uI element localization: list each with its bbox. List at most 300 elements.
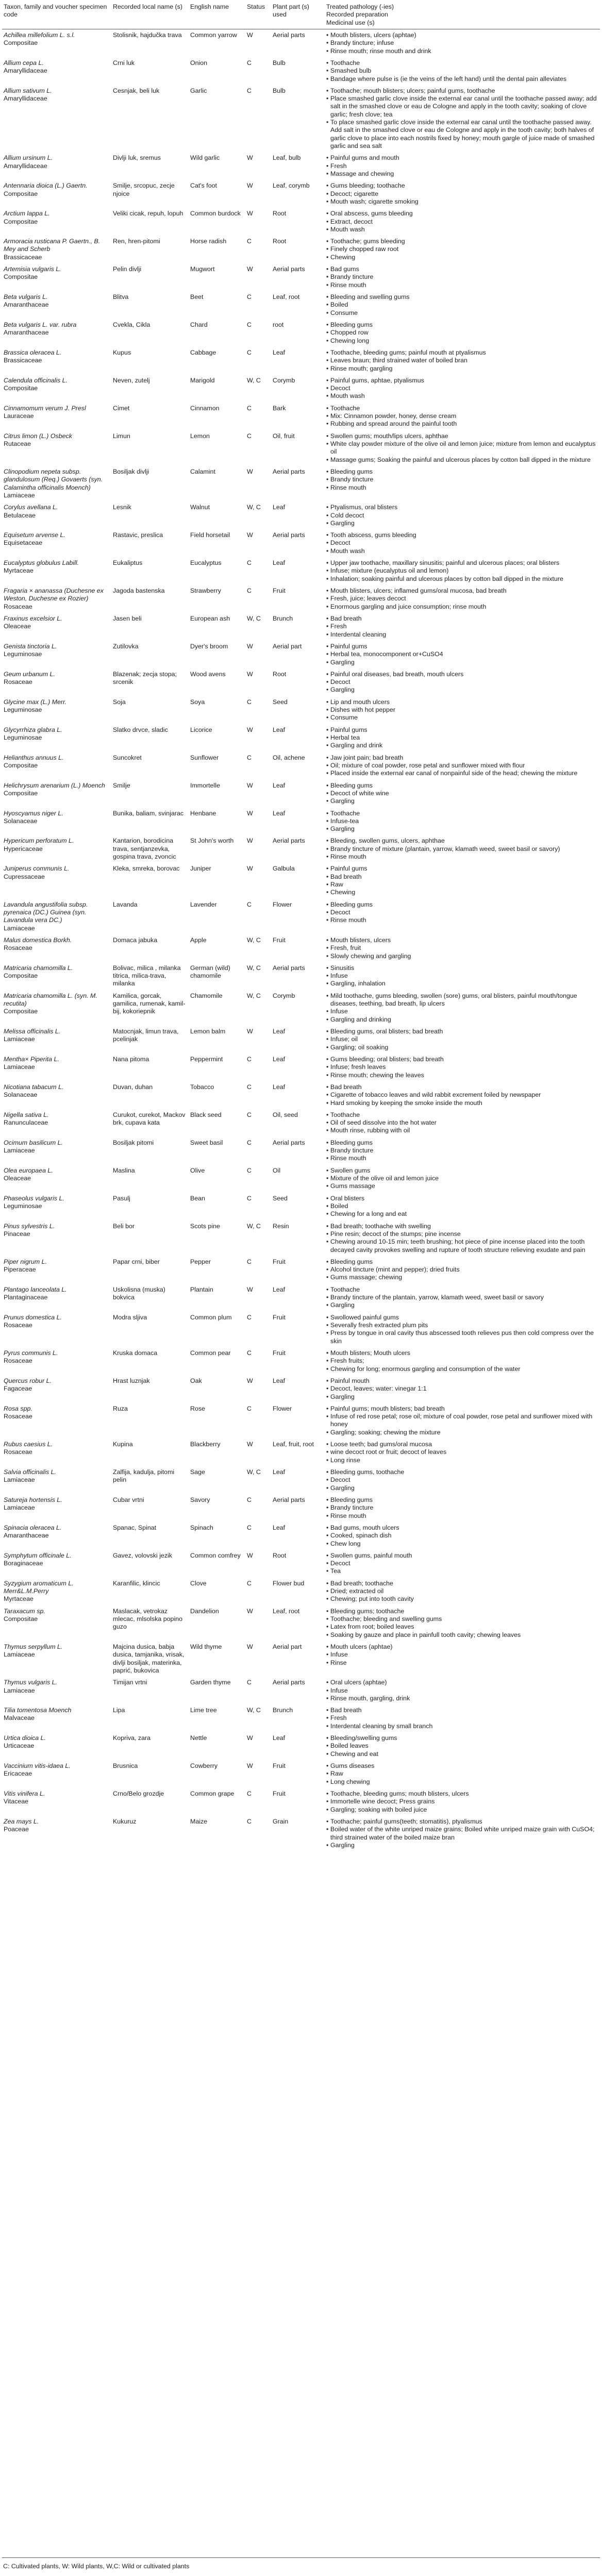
table-row [2,899,600,934]
english-name-cell [189,1704,245,1732]
cell-text: Lesnik [113,504,131,511]
pathology-item: • Chew long [326,1540,598,1548]
cell-text: Grain [273,1817,289,1825]
local-name-cell [111,990,189,1026]
cell-text: Rastavic, preslica [113,531,163,539]
cell-text: Lavanda [113,900,138,908]
cell-text: Garlic [190,87,207,94]
pathology-cell [325,641,600,668]
cell-text: Henbane [190,809,216,817]
pathology-item: • Bleeding gums [326,1496,598,1504]
pathology-cell [325,1026,600,1053]
taxon-name: Allium ursinum L. [4,154,53,162]
status-cell [245,29,271,57]
family-name: Fagaceae [4,1385,32,1393]
status-cell [245,1578,271,1605]
plant-part-cell [271,1641,325,1677]
taxon-name: Clinopodium nepeta subsp. glandulosum (Req.) Govaerts (syn. Calamintha officinalis Moench) [4,467,103,491]
family-name: Compositae [4,190,38,197]
taxon-name: Thymus vulgaris L. [4,1679,57,1686]
cell-text: Bean [190,1194,205,1202]
english-name-cell [189,375,245,403]
plant-part-cell [271,208,325,236]
pathology-item: • Gums diseases [326,1762,598,1770]
status-cell [245,347,271,375]
pathology-item: • Chewing for a long and eat [326,1210,598,1218]
english-name-cell [189,1081,245,1109]
pathology-cell [325,1165,600,1193]
cell-text: Brusnica [113,1762,138,1769]
cell-text: C [247,1349,252,1357]
pathology-item: • Chewing long [326,337,598,345]
cell-text: Common burdock [190,210,241,218]
cell-text: C [247,1524,252,1531]
table-row [2,1137,600,1165]
local-name-cell [111,1816,189,1851]
pathology-item: • Mouth blisters, ulcers [326,936,598,944]
local-name-cell [111,291,189,319]
pathology-item: • Rinse mouth [326,916,598,924]
pathology-item: • Bad breath; toothache with swelling [326,1223,598,1230]
pathology-cell [325,466,600,501]
cell-text: Root [273,210,287,218]
cell-text: Sunflower [190,754,219,761]
table-row [2,1732,600,1760]
table-row [2,180,600,208]
cell-text: W, C [247,936,261,944]
cell-text: Chard [190,321,208,328]
pathology-item: • Painful gums, aphtae, ptyalismus [326,377,598,384]
cell-text: European ash [190,614,230,622]
pathology-item: • Brandy tincture of the plantain, yarrow, klamath weed, sweet basil or savory [326,1294,598,1301]
english-name-cell [189,1256,245,1284]
pathology-item: • Bleeding gums [326,1139,598,1147]
status-cell [245,1494,271,1522]
family-name: Lamiaceae [4,1476,35,1484]
pathology-cell [325,1788,600,1816]
cell-text: Cesnjak, beli luk [113,87,160,94]
status-cell [245,1438,271,1466]
cell-text: Duvan, duhan [113,1083,153,1091]
plant-part-cell [271,1816,325,1851]
pathology-item: • Toothache, bleeding gums; mouth blisters, ulcers [326,1790,598,1798]
pathology-item: • Raw [326,1770,598,1778]
cell-text: Leaf [273,809,286,817]
english-name-cell [189,1284,245,1312]
family-name: Amaryllidaceae [4,67,47,75]
pathology-item: • Bad gums, mouth ulcers [326,1524,598,1532]
pathology-item: • Toothache; gums bleeding [326,238,598,245]
english-name-cell [189,1550,245,1578]
pathology-item: • Chewing; put into tooth cavity [326,1595,598,1603]
pathology-item: • Long chewing [326,1778,598,1786]
cell-text: C [247,1817,252,1825]
taxon-cell [2,1026,111,1053]
cell-text: W [247,1734,253,1742]
cell-text: Seed [273,698,288,706]
table-body [2,29,600,1851]
table-row [2,1641,600,1677]
plant-part-cell [271,1165,325,1193]
plant-part-cell [271,152,325,180]
pathology-item: • Extract, decoct [326,218,598,226]
status-cell [245,1256,271,1284]
pathology-item: • Brandy tincture; infuse [326,39,598,47]
family-name: Compositae [4,39,38,47]
local-name-cell [111,585,189,613]
plant-part-cell [271,85,325,153]
cell-text: Savory [190,1496,210,1503]
pathology-item: • Fresh, fruit [326,944,598,952]
taxon-name: Helichrysum arenarium (L.) Moench [4,781,105,789]
plant-part-cell [271,557,325,585]
cell-text: Leaf [273,1524,286,1531]
taxon-name: Mentha× Piperita L. [4,1055,59,1063]
plant-part-cell [271,668,325,696]
local-name-cell [111,1026,189,1053]
pathology-item: • Placed inside the external ear canal of nonpainful side of the head; chewing the mixture [326,770,598,777]
english-name-cell [189,347,245,375]
cell-text: Leaf [273,348,286,356]
plant-part-cell [271,1220,325,1256]
cell-text: Spinach [190,1524,213,1531]
family-name: Ericaceae [4,1770,32,1778]
taxon-name: Rosa spp. [4,1404,32,1412]
pathology-item: • Gargling [326,825,598,833]
family-name: Lauraceae [4,412,34,420]
cell-text: Blazenak; zecja stopa; srcenik [113,670,177,686]
cell-text: Fruit [273,1762,286,1769]
english-name-cell [189,1137,245,1165]
plant-part-cell [271,835,325,863]
cell-text: Cubar vrtni [113,1496,144,1503]
pathology-item: • Gargling [326,797,598,805]
taxon-name: Tilia tomentosa Moench [4,1707,72,1714]
status-cell [245,557,271,585]
taxon-name: Salvia officinalis L. [4,1468,56,1476]
pathology-item: • Gums bleeding; oral blisters; bad breath [326,1056,598,1063]
taxon-cell [2,347,111,375]
pathology-cell [325,1137,600,1165]
plant-part-cell [271,962,325,990]
pathology-item: • Rinse mouth; gargling [326,365,598,373]
taxon-name: Arctium lappa L. [4,210,50,218]
taxon-name: Artemisia vulgaris L. [4,265,61,273]
cell-text: Ren, hren-pitomi [113,238,160,245]
english-name-cell [189,724,245,752]
pathology-cell [325,1403,600,1438]
cell-text: Karanfilic, klincic [113,1579,160,1587]
cell-text: Ruza [113,1404,128,1412]
cell-text: Fruit [273,1258,286,1265]
pathology-item: • Cold decoct [326,512,598,520]
pathology-item: • Toothache; mouth blisters; ulcers; painful gums, toothache [326,87,598,95]
english-name-cell [189,696,245,724]
cell-text: C [247,1579,252,1587]
pathology-cell [325,990,600,1026]
plant-part-cell [271,1193,325,1220]
status-cell [245,152,271,180]
local-name-cell [111,263,189,291]
table-row [2,1494,600,1522]
pathology-cell [325,430,600,466]
pathology-item: • Gargling, inhalation [326,980,598,988]
cell-text: Leaf [273,504,286,511]
pathology-item: • Decoct [326,384,598,392]
pathology-item: • Bandage where pulse is (ie the veins of the left hand) until the dental pain alleviates [326,75,598,83]
cell-text: Tobacco [190,1083,214,1091]
english-name-cell [189,1165,245,1193]
cell-text: Kupus [113,348,131,356]
taxon-name: Ocimum basilicum L. [4,1139,63,1146]
cell-text: root [273,321,284,328]
english-name-cell [189,668,245,696]
taxon-name: Matricaria chamomilla L. [4,964,73,972]
cell-text: Crni luk [113,59,135,66]
cell-text: C [247,432,252,440]
table-row [2,1220,600,1256]
cell-text: Limun [113,432,130,440]
cell-text: W [247,781,253,789]
pathology-cell [325,152,600,180]
cell-text: W, C [247,1468,261,1476]
cell-text: Aerial parts [273,467,305,475]
status-cell [245,1816,271,1851]
family-name: Amaranthaceae [4,301,49,309]
cell-text: Kukuruz [113,1817,137,1825]
pathology-item: • Fresh, juice; leaves decoct [326,595,598,603]
plant-part-cell [271,990,325,1026]
header-status [245,2,271,29]
cell-text: W [247,182,253,190]
cell-text: Leaf [273,1734,286,1742]
family-name: Rosaceae [4,603,32,610]
taxon-cell [2,1494,111,1522]
family-name: Amaryllidaceae [4,162,47,170]
pathology-item: • Massage and chewing [326,170,598,178]
cell-text: C [247,1496,252,1503]
taxon-cell [2,780,111,808]
cell-text: Lavender [190,900,217,908]
pathology-item: • Rubbing and spread around the painful tooth [326,420,598,428]
pathology-item: • Chewing [326,889,598,896]
taxon-cell [2,696,111,724]
cell-text: Lemon [190,432,210,440]
cell-text: Kopriva, zara [113,1734,151,1742]
cell-text: Divlji luk, sremus [113,154,161,162]
cell-text: Maslina [113,1166,135,1174]
pathology-cell [325,1375,600,1403]
pathology-item: • Ptyalismus, oral blisters [326,504,598,511]
taxon-name: Citrus limon (L.) Osbeck [4,432,72,440]
cell-text: W, C [247,614,261,622]
english-name-cell [189,466,245,501]
cell-text: C [247,1111,252,1118]
cell-text: Juniper [190,865,211,873]
cell-text: Gavez, volovski jezik [113,1551,172,1559]
taxon-cell [2,613,111,641]
cell-text: Leaf, bulb [273,154,301,162]
cell-text: Fruit [273,587,286,594]
pathology-item: • Tea [326,1567,598,1575]
pathology-item: • Press by tongue in oral cavity thus abscessed tooth relieves pus then cold compress over the skin [326,1329,598,1345]
status-cell [245,863,271,898]
taxon-name: Satureja hortensis L. [4,1496,62,1503]
taxon-name: Piper nigrum L. [4,1258,47,1265]
taxon-cell [2,1788,111,1816]
plant-part-cell [271,1284,325,1312]
taxon-cell [2,835,111,863]
local-name-cell [111,85,189,153]
pathology-item: • Upper jaw toothache, maxillary sinusitis; painful and ulcerous places; oral blisters [326,559,598,567]
english-name-cell [189,990,245,1026]
pathology-item: • Swollowed painful gums [326,1314,598,1322]
taxon-cell [2,668,111,696]
cell-text: Root [273,1551,287,1559]
cell-text: Kantarion, borodicina trava, sentjanzevka, gospina trava, zvoncic [113,837,176,861]
cell-text: W, C [247,964,261,972]
taxon-name: Cinnamomum verum J. Presl [4,404,86,412]
pathology-cell [325,808,600,835]
family-name: Amaranthaceae [4,329,49,337]
plant-part-cell [271,899,325,934]
taxon-cell [2,1403,111,1438]
pathology-item: • Slowly chewing and gargling [326,952,598,960]
cell-text: W [247,670,253,678]
pathology-item: • Bleeding and swelling gums [326,293,598,301]
pathology-item: • Bleeding gums; toothache [326,1608,598,1615]
pathology-item: • Raw [326,881,598,889]
taxon-cell [2,1641,111,1677]
pathology-item: • Rinse mouth, gargling, drink [326,1695,598,1702]
cell-text: Common grape [190,1789,235,1797]
cell-text: W, C [247,1707,261,1714]
english-name-cell [189,1677,245,1704]
pathology-item: • Chopped row [326,329,598,337]
plant-part-cell [271,1312,325,1347]
taxon-name: Glycyrrhiza glabra L. [4,726,62,733]
cell-text: W [247,1551,253,1559]
cell-text: Peppermint [190,1055,223,1063]
pathology-item: • Cooked, spinach dish [326,1532,598,1540]
cell-text: C [247,1789,252,1797]
cell-text: Leaf [273,726,286,733]
plant-part-cell [271,466,325,501]
plant-part-cell [271,1550,325,1578]
status-cell [245,899,271,934]
cell-text: Common plum [190,1313,232,1321]
cell-text: Suncokret [113,754,142,761]
pathology-item: • Bleeding gums, oral blisters; bad breath [326,1028,598,1035]
pathology-item: • Oil of seed dissolve into the hot water [326,1119,598,1127]
cell-text: W [247,642,253,650]
family-name: Betulaceae [4,511,36,519]
taxon-cell [2,1550,111,1578]
table-row [2,347,600,375]
family-name: Boraginaceae [4,1560,43,1567]
pathology-item: • Tooth abscess, gums bleeding [326,531,598,539]
cell-text: St John's worth [190,837,234,845]
cell-text: W [247,467,253,475]
cell-text: Eucalyptus [190,559,222,567]
local-name-cell [111,752,189,780]
taxon-cell [2,57,111,85]
pathology-item: • Consume [326,309,598,317]
cell-text: Licorice [190,726,212,733]
cell-text: Beli bor [113,1222,135,1230]
pathology-item: • Rinse mouth [326,853,598,861]
local-name-cell [111,430,189,466]
table-row [2,319,600,347]
status-cell [245,668,271,696]
taxon-name: Phaseolus vulgaris L. [4,1194,64,1202]
taxon-cell [2,863,111,898]
taxon-name: Beta vulgaris L. [4,293,48,300]
status-cell [245,466,271,501]
family-name: Vitaceae [4,1798,28,1805]
cell-text: Black seed [190,1111,222,1118]
table-row [2,263,600,291]
pathology-item: • Decoct [326,1476,598,1484]
pathology-item: • Bleeding gums [326,468,598,476]
local-name-cell [111,1494,189,1522]
table-row [2,152,600,180]
cell-text: Dyer's broom [190,642,228,650]
cell-text: C [247,900,252,908]
local-name-cell [111,1193,189,1220]
family-name: Rosaceae [4,678,32,686]
pathology-cell [325,962,600,990]
header-text: English name [190,3,229,10]
pathology-item: • Rinse mouth; rinse mouth and drink [326,47,598,55]
local-name-cell [111,1312,189,1347]
cell-text: Fruit [273,936,286,944]
status-cell [245,1605,271,1641]
cell-text: Aerial parts [273,1139,305,1146]
taxon-cell [2,501,111,529]
pathology-cell [325,613,600,641]
pathology-cell [325,375,600,403]
pathology-item: • Gargling and drinking [326,1016,598,1024]
cell-text: W, C [247,992,261,999]
status-cell [245,724,271,752]
pathology-item: • Chewing and eat [326,1750,598,1758]
table-row [2,1438,600,1466]
pathology-item: • Chewing for long; enormous gargling and consumption of the water [326,1365,598,1373]
status-cell [245,1347,271,1375]
status-cell [245,236,271,263]
local-name-cell [111,863,189,898]
taxon-cell [2,319,111,347]
pathology-item: • Fresh fruits; [326,1357,598,1365]
pathology-item: • Infuse-tea [326,817,598,825]
cell-text: C [247,754,252,761]
pathology-item: • Toothache; bleeding and swelling gums [326,1615,598,1623]
local-name-cell [111,1677,189,1704]
pathology-item: • Bad breath [326,1083,598,1091]
pathology-item: • Bleeding gums [326,1258,598,1266]
table-row [2,1605,600,1641]
plant-part-cell [271,1788,325,1816]
cell-text: W [247,1028,253,1035]
cell-text: Aerial parts [273,31,305,39]
taxon-cell [2,1522,111,1550]
taxon-cell [2,1109,111,1137]
pathology-item: • Hard smoking by keeping the smoke inside the mouth [326,1099,598,1107]
status-cell [245,1760,271,1788]
family-name: Brassicaceae [4,253,42,261]
cell-text: Lime tree [190,1707,217,1714]
